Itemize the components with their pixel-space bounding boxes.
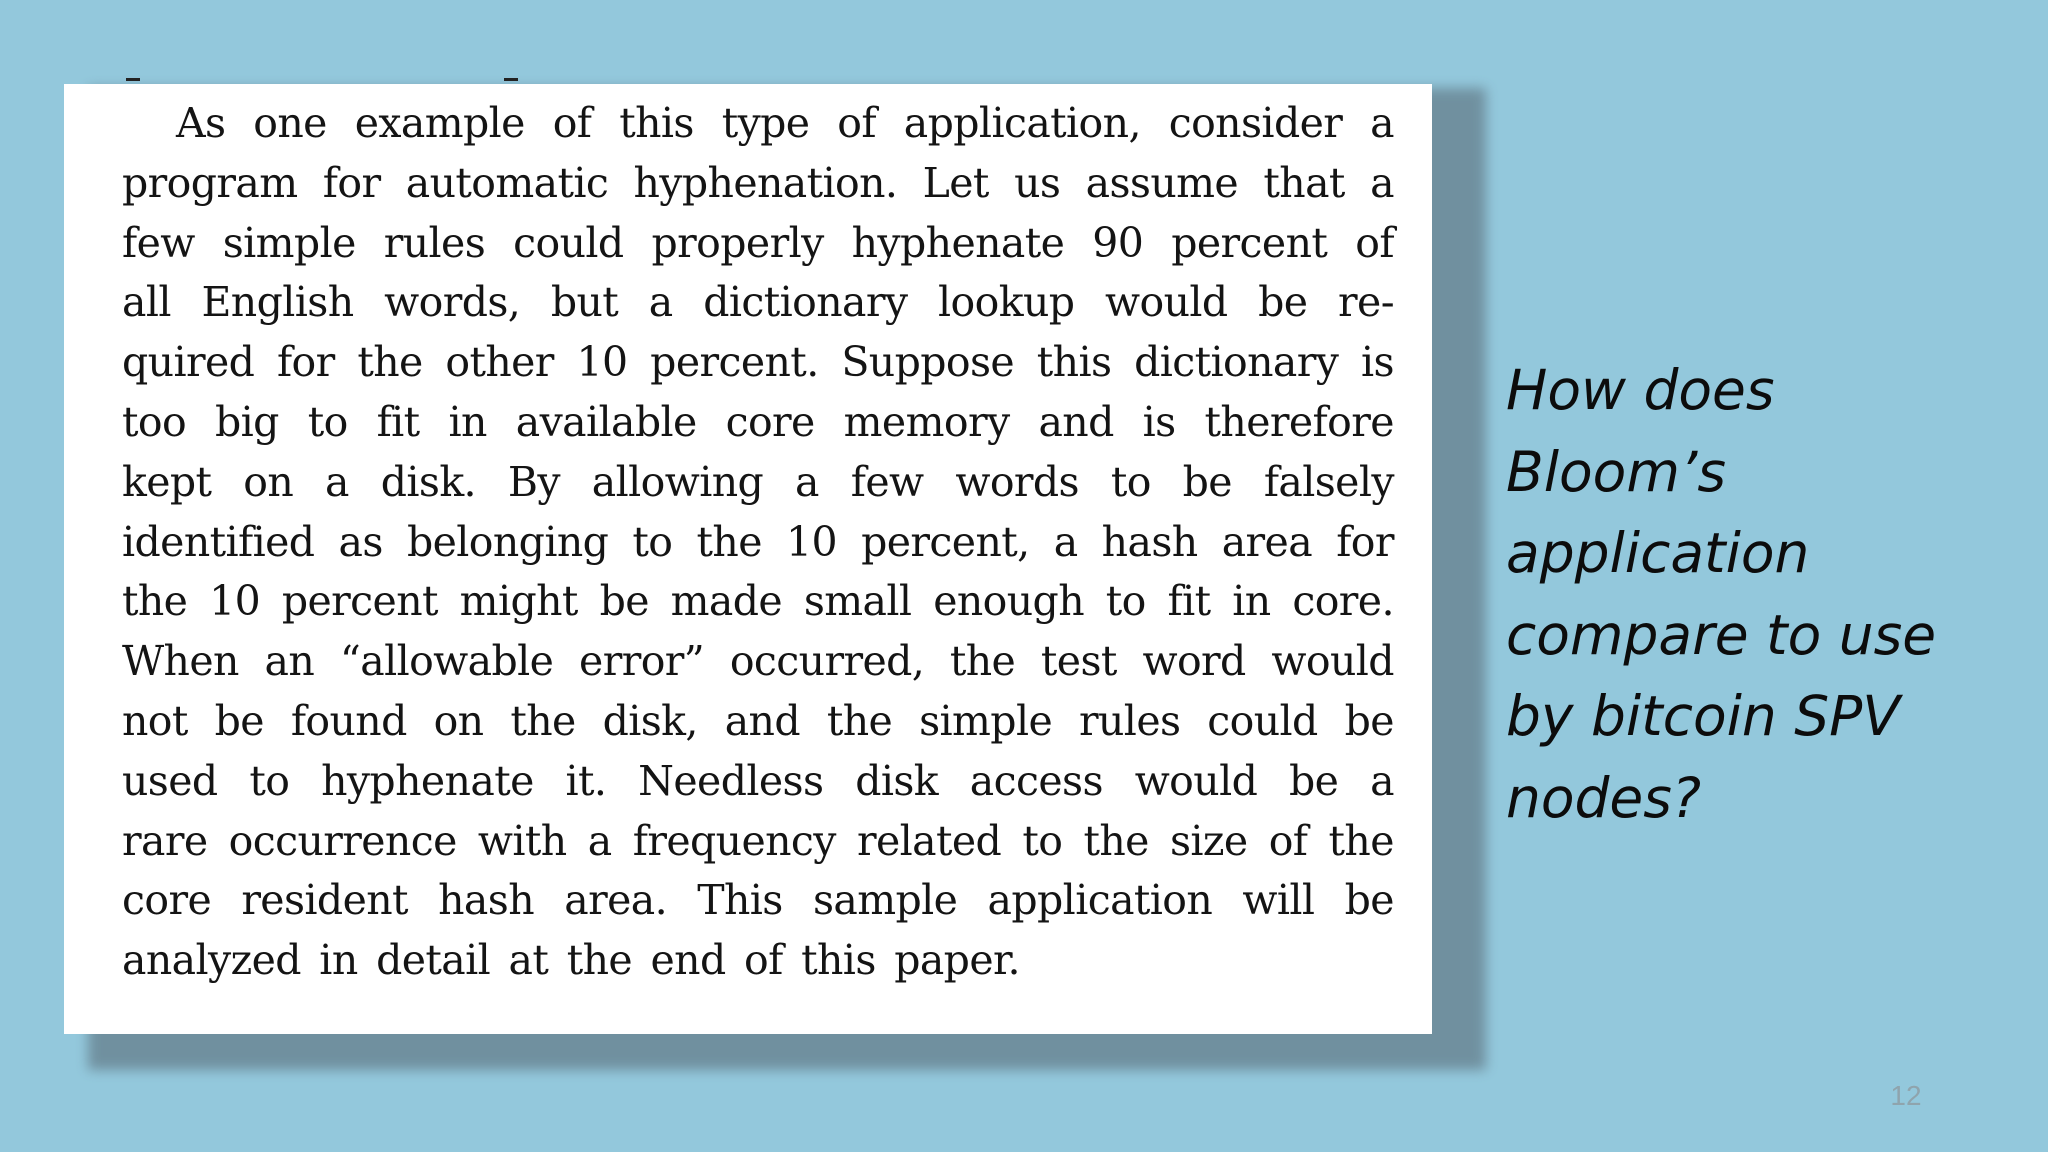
excerpt-line: [122, 692, 1394, 752]
slide-number: 12: [1890, 1080, 1922, 1111]
excerpt-word: with: [477, 816, 567, 865]
excerpt-word: occurrence: [228, 816, 457, 865]
excerpt-word: occurred,: [729, 637, 925, 686]
excerpt-word: allowing: [591, 457, 764, 506]
excerpt-word: that: [1263, 158, 1345, 207]
excerpt-word: percent: [281, 577, 438, 626]
excerpt-line: [122, 871, 1394, 931]
excerpt-word: simple: [222, 218, 356, 267]
excerpt-word: kept: [122, 457, 212, 506]
excerpt-word: for: [1336, 517, 1394, 566]
excerpt-word: this: [1036, 338, 1112, 387]
excerpt-word: percent: [1171, 218, 1328, 267]
excerpt-line: [122, 214, 1394, 274]
excerpt-word: Let: [922, 158, 989, 207]
excerpt-word: dictionary: [703, 278, 908, 327]
excerpt-word: re-: [1338, 278, 1394, 327]
excerpt-word: a: [1053, 517, 1078, 566]
excerpt-word: lookup: [938, 278, 1075, 327]
excerpt-line: [122, 513, 1394, 573]
excerpt-line: [122, 333, 1394, 393]
excerpt-word: 10: [209, 577, 261, 626]
excerpt-line: [122, 154, 1394, 214]
excerpt-word: for: [322, 158, 381, 207]
excerpt-word: not: [122, 696, 188, 745]
excerpt-word: could: [1207, 696, 1318, 745]
excerpt-word: memory: [843, 397, 1010, 446]
excerpt-word: the: [696, 517, 762, 566]
excerpt-word: core: [725, 397, 815, 446]
excerpt-word: too: [122, 397, 187, 446]
question-line: compare to use: [1506, 602, 1937, 667]
excerpt-word: it.: [565, 756, 607, 805]
excerpt-word: program: [122, 158, 298, 207]
excerpt-word: consider: [1168, 99, 1343, 147]
excerpt-word: hyphenate: [321, 756, 534, 805]
excerpt-word: percent,: [861, 517, 1030, 566]
excerpt-word: fit: [376, 397, 420, 446]
excerpt-word: be: [1258, 278, 1308, 327]
excerpt-word: for: [276, 338, 335, 387]
excerpt-word: As: [176, 99, 226, 147]
excerpt-word: rare: [122, 816, 208, 865]
paper-excerpt: [64, 84, 1432, 1034]
excerpt-word: a: [1370, 99, 1394, 147]
excerpt-word: By: [507, 457, 560, 506]
excerpt-word: a: [325, 457, 349, 506]
excerpt-word: and: [1038, 397, 1114, 446]
excerpt-word: would: [1134, 756, 1258, 805]
excerpt-word: is: [1142, 397, 1176, 446]
excerpt-word: the: [357, 338, 423, 387]
excerpt-word: the: [949, 637, 1016, 686]
excerpt-word: one: [253, 99, 327, 147]
excerpt-word: the: [826, 696, 893, 745]
excerpt-word: a: [795, 457, 819, 506]
excerpt-word: hyphenate: [851, 218, 1065, 267]
excerpt-word: hyphenation.: [633, 158, 898, 207]
excerpt-word: properly: [651, 218, 824, 267]
excerpt-word: would: [1271, 637, 1394, 686]
excerpt-word: Suppose: [841, 338, 1015, 387]
excerpt-word: the: [510, 696, 576, 745]
excerpt-word: to: [1105, 577, 1146, 626]
excerpt-word: English: [201, 278, 354, 327]
excerpt-word: a: [587, 816, 612, 865]
excerpt-word: and: [724, 696, 800, 745]
excerpt-line: [122, 273, 1394, 333]
excerpt-word: be: [1344, 876, 1394, 925]
excerpt-word: application: [987, 876, 1213, 925]
excerpt-word: be: [1344, 696, 1394, 745]
excerpt-word: to: [632, 517, 673, 566]
excerpt-word: a: [1370, 158, 1394, 207]
excerpt-word: disk,: [602, 696, 698, 745]
excerpt-word: test: [1040, 637, 1117, 686]
excerpt-line: analyzed in detail at the end of this paper.: [122, 936, 1020, 985]
excerpt-word: frequency: [632, 816, 836, 865]
excerpt-word: the: [1328, 816, 1394, 865]
excerpt-word: access: [969, 756, 1103, 805]
excerpt-word: related: [856, 816, 1002, 865]
excerpt-word: Needless: [638, 756, 824, 805]
excerpt-word: assume: [1085, 158, 1239, 207]
excerpt-word: all: [122, 278, 171, 327]
excerpt-line: [122, 572, 1394, 632]
excerpt-word: 10: [786, 517, 837, 566]
excerpt-word: rules: [383, 218, 486, 267]
excerpt-word: on: [243, 457, 294, 506]
excerpt-word: example: [354, 99, 525, 147]
excerpt-word: on: [433, 696, 484, 745]
excerpt-word: application,: [903, 99, 1141, 147]
excerpt-word: size: [1169, 816, 1248, 865]
excerpt-word: hash: [1101, 517, 1198, 566]
excerpt-word: small: [803, 577, 912, 626]
excerpt-word: will: [1242, 876, 1315, 925]
excerpt-word: area.: [564, 876, 668, 925]
excerpt-word: be: [599, 577, 649, 626]
excerpt-word: type: [721, 99, 810, 147]
excerpt-word: to: [1022, 816, 1063, 865]
question-line: How does: [1506, 358, 1775, 422]
excerpt-word: other: [445, 338, 554, 387]
excerpt-line: [122, 94, 1394, 154]
excerpt-word: falsely: [1263, 457, 1394, 506]
excerpt-word: is: [1361, 338, 1394, 387]
excerpt-word: the: [1083, 816, 1149, 865]
excerpt-word: area: [1221, 517, 1313, 566]
excerpt-word: automatic: [405, 158, 609, 207]
excerpt-word: in: [1232, 577, 1271, 626]
excerpt-word: dictionary: [1134, 338, 1339, 387]
excerpt-word: simple: [919, 696, 1053, 745]
excerpt-word: error”: [579, 637, 705, 686]
excerpt-word: When: [122, 637, 239, 686]
excerpt-word: would: [1105, 278, 1228, 327]
excerpt-word: 90: [1092, 218, 1144, 267]
cropped-text-remnant: [120, 78, 520, 84]
discussion-question: [1506, 350, 2006, 839]
excerpt-word: disk: [855, 756, 939, 805]
excerpt-word: be: [1182, 457, 1232, 506]
excerpt-word: hash: [438, 876, 535, 925]
excerpt-word: used: [122, 756, 218, 805]
excerpt-word: to: [249, 756, 290, 805]
excerpt-word: of: [552, 99, 592, 147]
excerpt-word: of: [837, 99, 876, 147]
question-line: by bitcoin SPV: [1506, 684, 1900, 748]
question-line: Bloom’s: [1506, 439, 1727, 504]
excerpt-word: rules: [1079, 696, 1181, 745]
excerpt-word: enough: [933, 577, 1085, 626]
excerpt-word: available: [515, 397, 697, 446]
excerpt-word: us: [1014, 158, 1061, 207]
excerpt-word: “allowable: [339, 637, 554, 686]
excerpt-word: could: [513, 218, 624, 267]
excerpt-word: few: [850, 457, 924, 506]
excerpt-word: a: [1370, 756, 1394, 805]
excerpt-word: of: [1355, 218, 1394, 267]
excerpt-word: few: [122, 218, 195, 267]
question-line: nodes?: [1506, 765, 1702, 830]
excerpt-word: fit: [1167, 577, 1211, 626]
excerpt-line: [122, 393, 1394, 453]
excerpt-word: resident: [241, 876, 408, 925]
excerpt-line: [122, 752, 1394, 812]
excerpt-word: 10: [576, 338, 628, 387]
excerpt-word: might: [459, 577, 578, 626]
excerpt-word: This: [697, 876, 783, 925]
excerpt-word: words,: [384, 278, 521, 327]
excerpt-word: this: [619, 99, 694, 147]
excerpt-line: [122, 632, 1394, 692]
excerpt-word: big: [214, 397, 279, 446]
excerpt-word: disk.: [380, 457, 476, 506]
excerpt-word: as: [338, 517, 383, 566]
excerpt-word: quired: [122, 338, 255, 387]
excerpt-word: made: [670, 577, 783, 626]
excerpt-word: in: [448, 397, 487, 446]
excerpt-word: core.: [1292, 577, 1394, 626]
question-line: application: [1506, 521, 1810, 585]
excerpt-word: of: [1268, 816, 1308, 865]
excerpt-word: word: [1142, 637, 1246, 686]
excerpt-line: [122, 453, 1394, 513]
excerpt-word: core: [122, 876, 212, 925]
excerpt-word: be: [1289, 756, 1339, 805]
excerpt-word: to: [1110, 457, 1151, 506]
excerpt-word: found: [290, 696, 407, 745]
excerpt-word: belonging: [406, 517, 609, 566]
excerpt-word: words: [955, 457, 1079, 506]
excerpt-word: identified: [122, 517, 315, 566]
excerpt-word: an: [264, 637, 315, 686]
excerpt-word: therefore: [1204, 397, 1394, 446]
excerpt-word: percent.: [650, 338, 819, 387]
excerpt-word: the: [122, 577, 188, 626]
excerpt-word: be: [214, 696, 264, 745]
excerpt-word: but: [550, 278, 619, 327]
excerpt-word: a: [648, 278, 673, 327]
excerpt-word: sample: [812, 876, 958, 925]
excerpt-word: to: [307, 397, 348, 446]
excerpt-line: [122, 812, 1394, 872]
